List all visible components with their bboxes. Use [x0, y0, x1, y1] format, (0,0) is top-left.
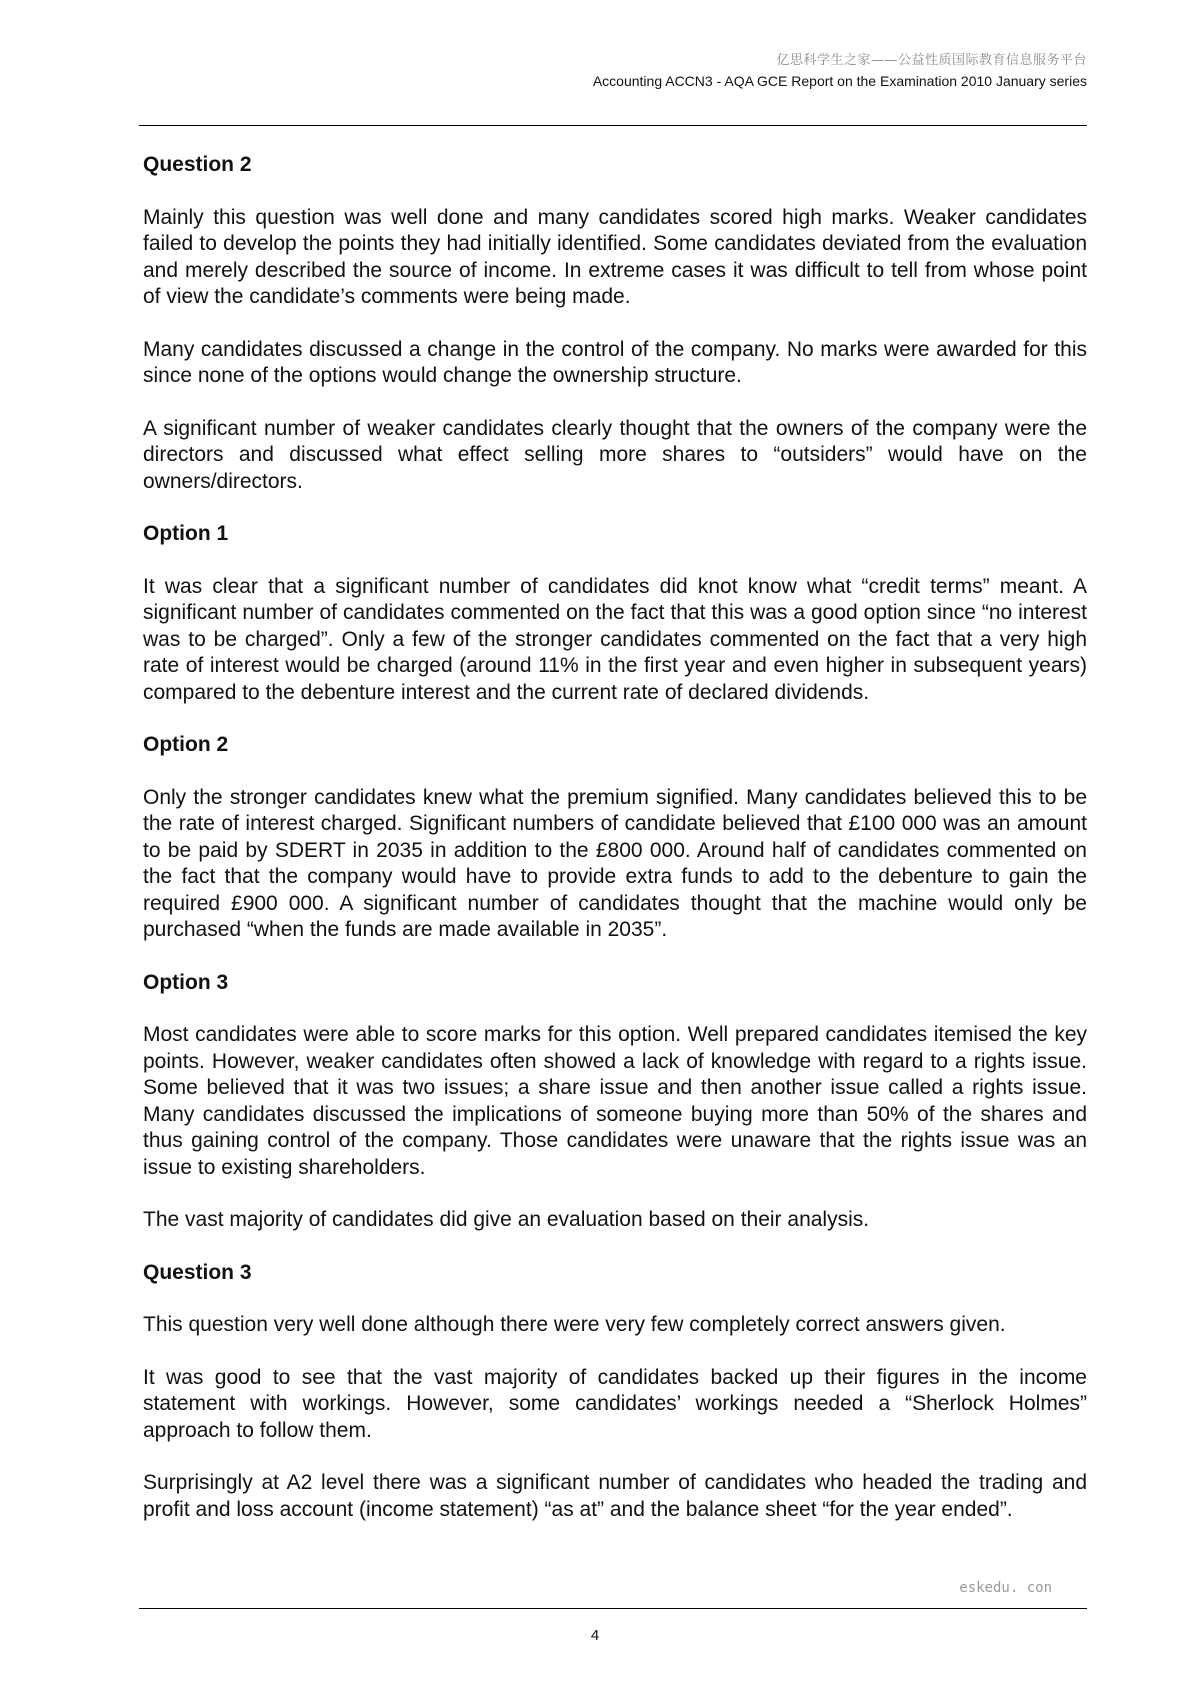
document-body — [143, 152, 1087, 1549]
section-heading: Option 1 — [143, 522, 229, 545]
section-heading: Question 2 — [143, 153, 252, 176]
paragraph: Only the stronger candidates knew what the premium signified. Many candidates believed this to be the rate of interest charged. Significant numbers of candidate believed that £100 000 was an amount to be paid by SDERT in 2035 in addition to the £800 000. Around half of candidates commented on the fact that the company would have to provide extra funds to add to the debenture to gain the required £900 000. A significant number of candidates thought that the machine would only be purchased “when the funds are made available in 2035”. — [143, 785, 1087, 941]
page-header — [593, 52, 1087, 91]
page-number: 4 — [590, 1627, 600, 1644]
document-title: Accounting ACCN3 - AQA GCE Report on the Examination 2010 January series — [592, 72, 1087, 89]
paragraph: Surprisingly at A2 level there was a significant number of candidates who headed the trading and profit and loss account (income statement) “as at” and the balance sheet “for the year ended”. — [143, 1471, 1087, 1521]
paragraph: This question very well done although there were very few completely correct answers given. — [143, 1313, 1006, 1336]
header-divider — [139, 125, 1087, 126]
section-heading: Question 3 — [143, 1260, 252, 1284]
paragraph: Most candidates were able to score marks for this option. Well prepared candidates itemised the key points. However, weaker candidates often showed a lack of knowledge with regard to a rights issue. Some believed that it was two issues; a share issue and then another issue called a rights issue. Many candidates discussed the implications of someone buying more than 50% of the shares and thus gaining control of the company. Those candidates were unaware that the rights issue was an issue to existing shareholders. — [143, 1023, 1087, 1179]
section-heading: Option 2 — [143, 733, 229, 756]
paragraph: A significant number of weaker candidates clearly thought that the owners of the company were the directors and discussed what effect selling more shares to “outsiders” would have on the owners/directors. — [143, 416, 1087, 493]
footer-watermark: eskedu. con — [959, 1580, 1052, 1596]
paragraph: It was good to see that the vast majority of candidates backed up their figures in the income statement with workings. However, some candidates’ workings needed a “Sherlock Holmes” approach to follow them. — [143, 1365, 1087, 1442]
paragraph: Mainly this question was well done and many candidates scored high marks. Weaker candidates failed to develop the points they had initially identified. Some candidates deviated from the evaluation and merely described the source of income. In extreme cases it was difficult to tell from whose point of view the candidate’s comments were being made. — [143, 205, 1087, 308]
footer-divider — [139, 1608, 1087, 1609]
paragraph: The vast majority of candidates did give an evaluation based on their analysis. — [143, 1208, 870, 1231]
section-heading: Option 3 — [143, 970, 229, 994]
paragraph: It was clear that a significant number of candidates did knot know what “credit terms” meant. A significant number of candidates commented on the fact that this was a good option since “no interest was to be charged”. Only a few of the stronger candidates commented on the fact that a very high rate of interest would be charged (around 11% in the first year and even higher in subsequent years) compared to the debenture interest and the current rate of declared dividends. — [143, 574, 1087, 704]
paragraph: Many candidates discussed a change in the control of the company. No marks were awarded for this since none of the options would change the ownership structure. — [143, 337, 1087, 387]
site-watermark-header: 亿思科学生之家——公益性质国际教育信息服务平台 — [776, 53, 1087, 68]
